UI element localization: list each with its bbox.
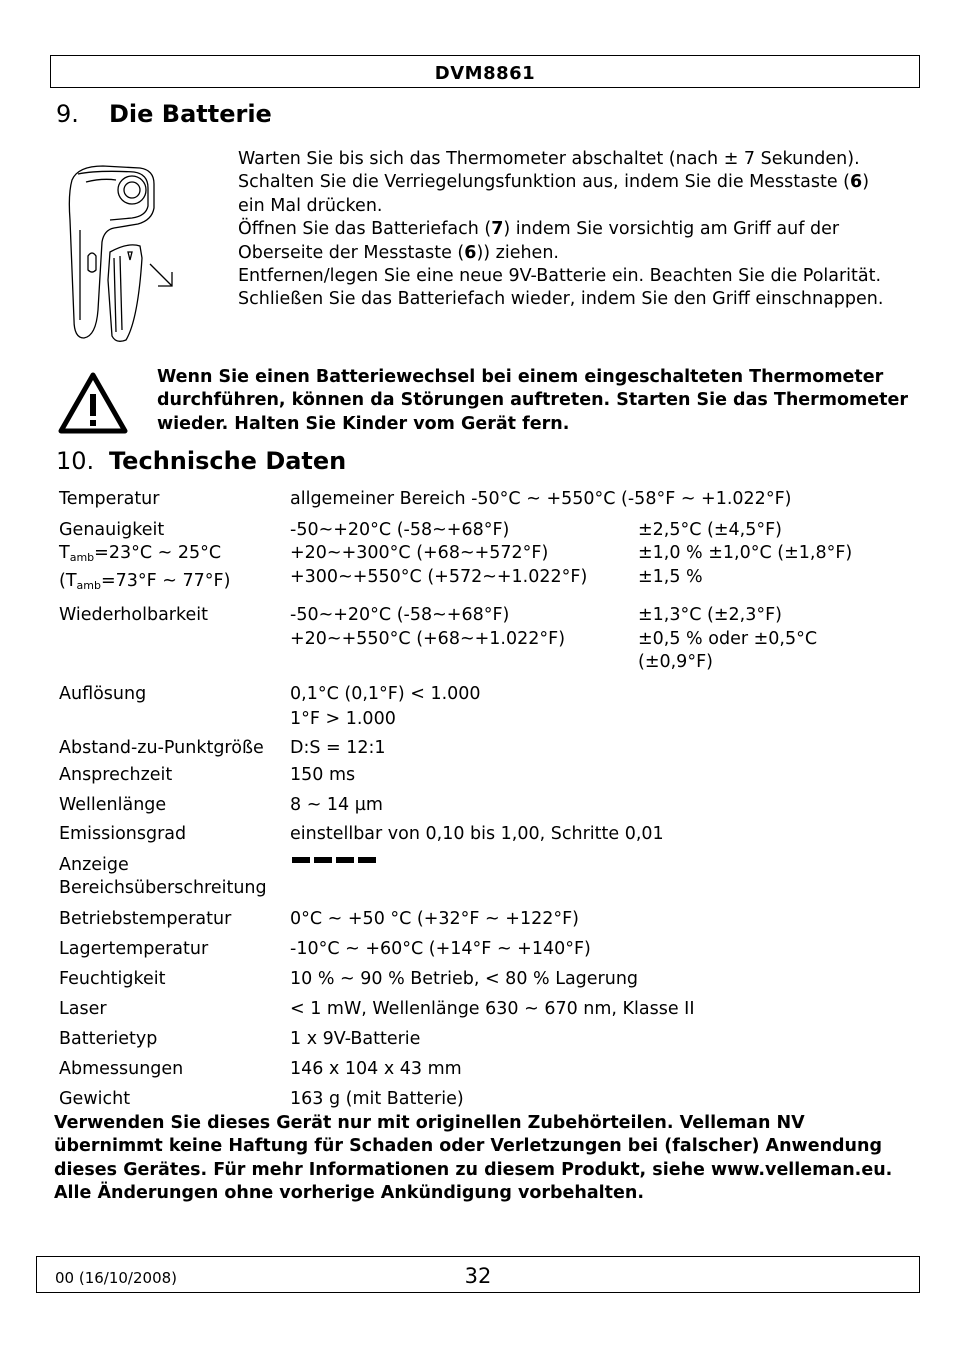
ref-number: 7: [491, 219, 504, 240]
value-line: ±2,5°C (±4,5°F): [638, 519, 782, 540]
spec-label: Temperatur: [59, 489, 160, 509]
text-part: ) ein Mal drücken.: [238, 172, 870, 216]
spec-row-feuchtigkeit: [59, 968, 919, 992]
spec-ranges: [290, 519, 638, 598]
spec-value: D:S = 12:1: [290, 737, 386, 758]
warning-triangle-icon: [58, 372, 128, 434]
overrange-dashes-icon: [290, 853, 380, 867]
spec-value: [290, 854, 380, 901]
range-line: +20~+550°C (+68~+1.022°F): [290, 628, 566, 649]
text-part: =73°F ~ 77°F): [100, 570, 231, 591]
battery-instructions: [238, 148, 898, 312]
subscript: amb: [76, 578, 101, 592]
battery-step-4: Schließen Sie das Batteriefach wieder, indem Sie den Griff einschnappen.: [238, 289, 884, 310]
spec-row-emissionsgrad: [59, 823, 919, 847]
spec-label: Abstand-zu-Punktgröße: [59, 737, 264, 758]
spec-label: Abmessungen: [59, 1058, 184, 1079]
spec-value: < 1 mW, Wellenlänge 630 ~ 670 nm, Klasse II: [290, 998, 695, 1019]
value-line: ±1,5 %: [638, 566, 703, 587]
spec-row-ansprechzeit: [59, 764, 919, 788]
label-line: Genauigkeit: [59, 519, 165, 540]
spec-row-genauigkeit: [59, 519, 919, 598]
spec-value: 146 x 104 x 43 mm: [290, 1058, 462, 1079]
ref-number: 6: [464, 242, 477, 263]
spec-value: 8 ~ 14 µm: [290, 794, 383, 815]
battery-warning: Wenn Sie einen Batteriewechsel bei einem eingeschalteten Thermometer durchführen, können da Störungen auftreten. Starten Sie das Thermometer wieder. Halten Sie Kinder vom Gerät fern.: [157, 367, 909, 434]
spec-label: Auflösung: [59, 683, 147, 704]
spec-row-laser: [59, 998, 919, 1022]
footer-version: 00 (16/10/2008): [55, 1269, 178, 1287]
spec-row-abstand: [59, 737, 919, 761]
label-line: Bereichsüberschreitung: [59, 878, 267, 898]
value-line: ±0,5 % oder ±0,5°C (±0,9°F): [638, 628, 818, 672]
value-line: 1°F > 1.000: [290, 709, 396, 729]
spec-value: 1 x 9V-Batterie: [290, 1028, 421, 1049]
spec-row-anzeige: [59, 854, 919, 901]
spec-label: Lagertemperatur: [59, 938, 209, 959]
spec-value: allgemeiner Bereich -50°C ~ +550°C (-58°F ~ +1.022°F): [290, 489, 792, 509]
spec-label: [59, 854, 290, 901]
spec-row-temperatur: [59, 488, 919, 512]
spec-table: [59, 488, 919, 1111]
ref-number: 6: [850, 172, 863, 193]
model-name: DVM8861: [434, 63, 536, 84]
spec-label: Ansprechzeit: [59, 765, 173, 785]
section-number: 9.: [56, 100, 79, 128]
battery-step-2: [238, 218, 898, 265]
text-part: Warten Sie bis sich das Thermometer abschaltet (nach ± 7 Sekunden). Schalten Sie die Verriegelungsfunktion aus, indem Sie die Messtaste (: [238, 149, 860, 193]
value-line: ±1,0 % ±1,0°C (±1,8°F): [638, 543, 853, 563]
section-title: Technische Daten: [109, 447, 347, 475]
spec-value: 0°C ~ +50 °C (+32°F ~ +122°F): [290, 908, 579, 929]
spec-value: 150 ms: [290, 765, 356, 785]
spec-label: Betriebstemperatur: [59, 908, 232, 929]
spec-value: einstellbar von 0,10 bis 1,00, Schritte 0,01: [290, 824, 664, 844]
text-part: T: [59, 543, 70, 563]
section-10-heading: [56, 447, 346, 475]
disclaimer-text: Verwenden Sie dieses Gerät nur mit originellen Zubehörteilen. Velleman NV übernimmt keine Haftung für Schaden oder Verletzungen bei (falscher) Anwendung dieses Gerätes. Für mehr Informationen zu diesem Produkt, siehe www.velleman.eu. Alle Änderungen ohne vorherige Ankündigung vorbehalten.: [54, 1113, 893, 1204]
subscript: amb: [69, 551, 95, 564]
range-line: +20~+300°C (+68~+572°F): [290, 543, 549, 563]
value-line: ±1,3°C (±2,3°F): [638, 605, 782, 625]
section-title: Die Batterie: [109, 100, 272, 128]
text-part: (T: [59, 570, 77, 591]
spec-label: Wiederholbarkeit: [59, 605, 208, 625]
section-number: 10.: [56, 447, 95, 475]
label-line: [59, 570, 290, 598]
spec-row-wiederholbarkeit: [59, 604, 919, 675]
spec-label: Laser: [59, 998, 107, 1019]
text-part: ) indem Sie vorsichtig am Griff auf der Oberseite der Messtaste (: [238, 219, 840, 263]
spec-row-lagertemperatur: [59, 938, 919, 962]
spec-row-betriebstemperatur: [59, 908, 919, 932]
page-number: 32: [464, 1264, 492, 1288]
text-part: =23°C ~ 25°C: [94, 543, 222, 563]
spec-row-wellenlaenge: [59, 794, 919, 818]
header-model-box: [50, 55, 920, 88]
footer-box: [36, 1256, 920, 1293]
spec-row-abmessungen: [59, 1058, 919, 1082]
thermometer-battery-illustration: [58, 160, 182, 346]
label-line: [59, 542, 290, 570]
spec-label: Emissionsgrad: [59, 824, 187, 844]
spec-values: [290, 682, 481, 733]
spec-row-gewicht: [59, 1088, 919, 1112]
spec-label: [59, 519, 290, 598]
spec-label: Wellenlänge: [59, 794, 167, 815]
range-line: -50~+20°C (-58~+68°F): [290, 605, 510, 625]
battery-step-1: [238, 148, 898, 218]
spec-ranges: [290, 604, 638, 675]
value-line: 0,1°C (0,1°F) < 1.000: [290, 683, 481, 704]
spec-value: -10°C ~ +60°C (+14°F ~ +140°F): [290, 938, 591, 959]
label-line: Anzeige: [59, 854, 129, 875]
spec-label: Batterietyp: [59, 1028, 158, 1049]
battery-step-3: Entfernen/legen Sie eine neue 9V-Batterie ein. Beachten Sie die Polarität.: [238, 266, 882, 287]
section-9-heading: [56, 100, 272, 128]
spec-row-batterietyp: [59, 1028, 919, 1052]
spec-row-aufloesung: [59, 682, 919, 733]
text-part: )) ziehen.: [476, 242, 559, 263]
text-part: Öffnen Sie das Batteriefach (: [238, 219, 492, 240]
spec-values: [638, 604, 878, 675]
spec-label: Feuchtigkeit: [59, 968, 166, 989]
spec-value: 163 g (mit Batterie): [290, 1088, 464, 1109]
spec-value: 10 % ~ 90 % Betrieb, < 80 % Lagerung: [290, 968, 639, 989]
spec-label: Gewicht: [59, 1088, 131, 1109]
range-line: -50~+20°C (-58~+68°F): [290, 519, 510, 540]
spec-values: [638, 519, 898, 598]
range-line: +300~+550°C (+572~+1.022°F): [290, 566, 588, 587]
